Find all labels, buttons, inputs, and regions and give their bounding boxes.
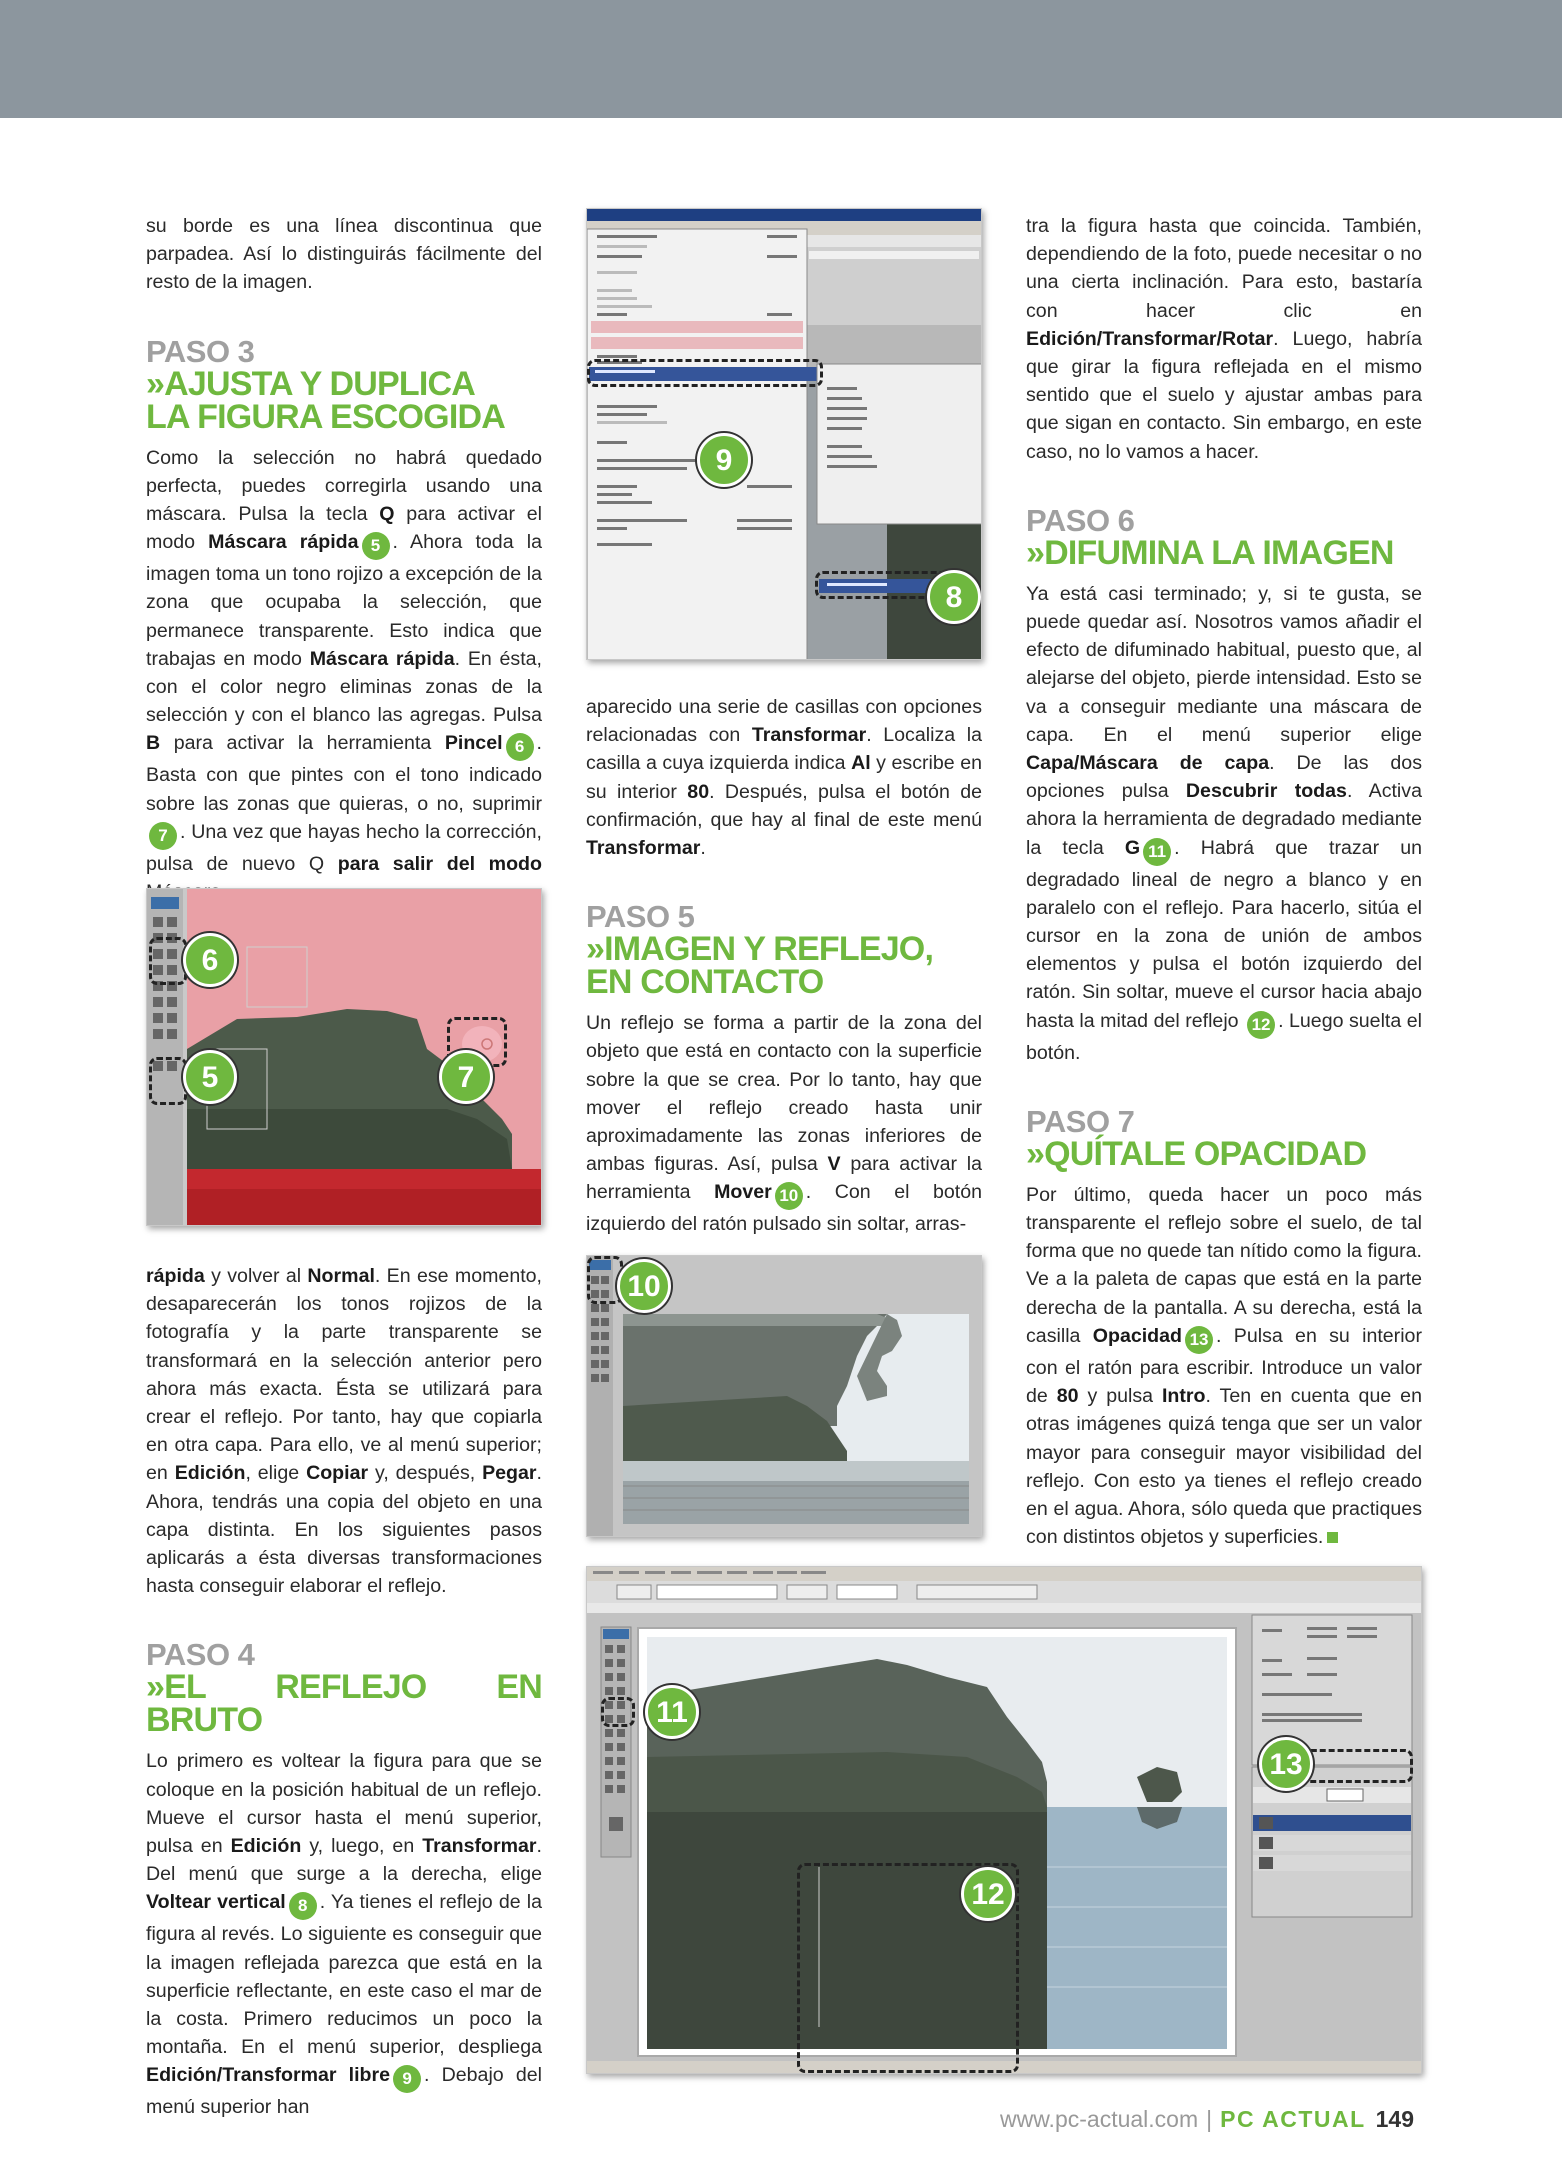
page-number: 149 [1375, 2106, 1415, 2132]
bold-term: V [827, 1153, 841, 1176]
bold-term: Transformar [422, 1835, 537, 1858]
bold-term: Opacidad [1092, 1324, 1183, 1347]
footer-url: www.pc-actual.com [1000, 2106, 1199, 2132]
callout-10-badge: 10 [617, 1259, 671, 1313]
bold-term: Pegar [482, 1462, 537, 1485]
text-run: tra la figura hasta que coincida. También, dependiendo de la foto, puede necesitar o no una cierta inclinación. Para esto, bastaría con hacer clic en [1026, 215, 1422, 322]
text-run: Q [308, 852, 325, 875]
step-7-title: »QUÍTALE OPACIDAD [1026, 1134, 1367, 1173]
callout-12-badge: 12 [961, 1867, 1015, 1921]
bold-term: Máscara rápida [309, 647, 455, 670]
step-3-section [146, 335, 542, 907]
footer-separator: | [1206, 2106, 1213, 2132]
text-run: y, luego, en [301, 1835, 423, 1858]
callout-13-badge: 13 [1259, 1737, 1313, 1791]
callout-9-badge: 9 [697, 433, 751, 487]
text-run: . Luego, habría que girar la figura reflejada en el mismo sentido que el suelo y ajustar ambas para que sigan en contacto. Sin embargo, en este caso, no lo vamos a hacer. [1026, 327, 1422, 463]
text-run: . En ésta, con el color negro eliminas zonas de la selección y con el blanco las agregas. Pulsa [146, 647, 542, 727]
bold-term: Edición [230, 1835, 302, 1858]
callout-11-badge: 11 [645, 1685, 699, 1739]
figure-quick-mask [146, 888, 542, 1226]
figure-edit-menu [586, 208, 982, 660]
bold-term: B [146, 732, 161, 755]
text-run: para activar la herramienta [586, 1153, 982, 1204]
text-run: y pulsa [1078, 1385, 1162, 1408]
text-run: Por último, queda hacer un poco más transparente el reflejo sobre el suelo, de tal forma que no quede tan nítido como la figura. Ve a la paleta de capas que está en la parte derecha de la pantalla. A su derecha, está la casilla [1026, 1183, 1422, 1347]
step-3-continuation [146, 1262, 542, 1600]
text-run: . Basta con que pintes con el tono indicado sobre las zonas que quieras, o no, suprimir [146, 732, 542, 815]
intro-paragraph: su borde es una línea discontinua que parpadea. Así lo distinguirás fácilmente del resto de la imagen. [146, 215, 542, 294]
text-run: . Luego suelta el botón. [1026, 1009, 1422, 1064]
step-3-body [146, 444, 542, 907]
step-5-continuation [1026, 212, 1422, 466]
figure-final-result [586, 1566, 1422, 2074]
inline-step-badge: 11 [1143, 838, 1171, 866]
bold-term: Al [851, 752, 871, 775]
bold-term: Intro [1161, 1385, 1206, 1408]
bold-term: G [1124, 836, 1141, 859]
bold-term: Capa/Máscara de capa [1026, 752, 1270, 775]
bold-term: Pincel [444, 732, 503, 755]
text-run: . Pulsa en su interior con el ratón para escribir. Introduce un valor de [1026, 1324, 1422, 1408]
step-4-body [146, 1747, 542, 2121]
bold-term: para salir del modo [324, 852, 542, 875]
step-6-title: »DIFUMINA LA IMAGEN [1026, 533, 1394, 572]
text-run: para activar la herramienta [160, 732, 445, 755]
callout-5-highlight [149, 1057, 187, 1105]
text-run: . [700, 837, 706, 860]
text-run: . En ese momento, desaparecerán los tonos rojizos de la fotografía y la parte transparente se transformará en la selección anterior pero ahora más exacta. Ésta se utilizará para crear el reflejo. Por tanto, hay que copiarla en otra capa. Para ello, ve al menú superior; en [146, 1265, 542, 1485]
text-run: . Activa ahora la herramienta de degradado mediante la tecla [1026, 780, 1422, 859]
step-7-number: PASO 7 [1026, 1103, 1135, 1139]
bold-term: Voltear vertical [146, 1891, 286, 1914]
text-run: Como la selección no habrá quedado perfecta, puedes corregirla usando una máscara. Pulsa la tecla [146, 446, 542, 526]
callout-7-badge: 7 [439, 1050, 493, 1104]
page-footer [1000, 2104, 1414, 2134]
text-run: . Con el botón izquierdo del ratón pulsado sin soltar, arras- [586, 1181, 982, 1236]
figure-move-reflection [586, 1255, 982, 1537]
bold-term: Mover [714, 1181, 772, 1204]
bold-term: Máscara rápida [208, 531, 359, 554]
step-5-body [586, 1009, 982, 1238]
callout-8-badge: 8 [927, 570, 981, 624]
bold-term: Edición/Transformar/Rotar [1026, 327, 1274, 350]
step-7-body [1026, 1181, 1422, 1551]
inline-step-badge: 12 [1247, 1011, 1275, 1039]
bold-term: Transformar [751, 724, 867, 747]
callout-6-highlight [149, 937, 187, 985]
text-run: . Una vez que hayas hecho la corrección, pulsa de nuevo [146, 820, 542, 875]
callout-11-highlight [601, 1697, 635, 1727]
callout-9-highlight [587, 359, 823, 387]
text-run: . Localiza la casilla a cuya izquierda indica [586, 724, 982, 775]
text-run: . Ya tienes el reflejo de la figura al revés. Lo siguiente es conseguir que la imagen reflejada parezca que está en la superficie reflectante, en este caso el mar de la costa. Primero reducimos un poco la montaña. En el menú superior, despliega [146, 1891, 542, 2059]
text-run: Lo primero es voltear la figura para que se coloque en la posición habitual de un reflejo. Mueve el cursor hasta el menú superior, pulsa en [146, 1750, 542, 1858]
footer-magazine-name: PC ACTUAL [1220, 2106, 1366, 2132]
step-4-continuation [586, 693, 982, 862]
step-6-number: PASO 6 [1026, 502, 1135, 538]
callout-6-badge: 6 [183, 933, 237, 987]
step-6-section [1026, 504, 1422, 1067]
step-3-number: PASO 3 [146, 333, 255, 369]
bold-term: Transformar [586, 837, 701, 860]
step-5-title-line-2: EN CONTACTO [586, 963, 824, 1002]
text-run: Ya está casi terminado; y, si te gusta, se puede quedar así. Nosotros vamos añadir el efecto de difuminado habitual, puesto que, al alejarse del objeto, pierde intensidad. Esto se va a conseguir mediante una máscara de capa. En el menú superior elige [1026, 582, 1422, 746]
text-run: y escribe en su interior [586, 752, 982, 803]
text-run: Un reflejo se forma a partir de la zona del objeto que está en contacto con la superficie sobre la que se crea. Por lo tanto, hay que mover el reflejo creado hasta unir aproximadamente las zonas inferiores de ambas figuras. Así, pulsa [586, 1012, 982, 1176]
inline-step-badge: 13 [1185, 1326, 1213, 1354]
text-run: y, después, [368, 1462, 483, 1485]
callout-5-badge: 5 [183, 1050, 237, 1104]
step-4-number: PASO 4 [146, 1637, 255, 1673]
column-3-text [1026, 212, 1422, 1551]
text-run: . De las dos opciones pulsa [1026, 752, 1422, 803]
end-of-article-mark [1327, 1532, 1338, 1543]
step-6-body [1026, 580, 1422, 1067]
bold-term: 80 [1056, 1385, 1079, 1408]
bold-term: 80 [687, 780, 710, 803]
bold-term: Descubrir todas [1185, 780, 1347, 803]
bold-term: Q [379, 503, 395, 526]
column-1-top [146, 212, 542, 906]
text-run: . Ten en cuenta que en otras imágenes quizá tenga que ser un valor mayor para conseguir mayor visibilidad del reflejo. Con esto ya tienes el reflejo creado en el agua. Ahora, sólo queda que practiques con distintos objetos y superficies. [1026, 1385, 1422, 1549]
inline-step-badge: 8 [289, 1892, 317, 1920]
inline-step-badge: 9 [393, 2065, 421, 2093]
text-run: . Habrá que trazar un degradado lineal de negro a blanco y en paralelo con el reflejo. Para hacerlo, sitúa el cursor en la zona de unión de ambos elementos y pulsa el botón izquierdo del ratón. Sin soltar, mueve el cursor hacia abajo hasta la mitad del reflejo [1026, 836, 1423, 1032]
inline-step-badge: 7 [149, 822, 177, 850]
top-color-band [0, 0, 1562, 118]
step-3-title [146, 364, 542, 436]
inline-step-badge: 5 [362, 532, 390, 560]
column-1-bottom [146, 1262, 542, 2122]
text-run: aparecido una serie de casillas con opciones relacionadas con [586, 696, 982, 747]
text-run: . Del menú que surge a la derecha, elige [146, 1835, 542, 1886]
inline-step-badge: 10 [775, 1182, 803, 1210]
text-run: . Debajo del menú superior han [146, 2064, 542, 2119]
bold-term: Normal [307, 1265, 375, 1287]
step-4-section [146, 1638, 542, 2121]
column-2-text [586, 693, 982, 1239]
step-5-title-line-1: »IMAGEN Y REFLEJO, [586, 930, 934, 969]
inline-step-badge: 6 [506, 733, 534, 761]
text-run: y volver al [204, 1265, 308, 1287]
bold-term: Copiar [306, 1462, 369, 1485]
text-run: para activar el modo [146, 503, 542, 554]
text-run: . Ahora toda la imagen toma un tono rojizo a excepción de la zona que ocupaba la selección, que permanece transparente. Esto indica que trabajas en modo [146, 531, 542, 670]
step-3-title-line-2: LA FIGURA ESCOGIDA [146, 397, 505, 436]
step-7-section [1026, 1105, 1422, 1551]
text-run: , elige [245, 1462, 307, 1485]
bold-term: Edición/Transformar libre [146, 2064, 391, 2087]
step-3-title-line-1: »AJUSTA Y DUPLICA [146, 364, 475, 403]
text-run: . Ahora, tendrás una copia del objeto en una capa distinta. En los siguientes pasos aplicarás a ésta diversas transformaciones hasta conseguir elaborar el reflejo. [146, 1462, 542, 1598]
bold-term: Edición [174, 1462, 246, 1485]
step-5-section [586, 900, 982, 1238]
bold-term: rápida [146, 1265, 205, 1287]
step-5-title [586, 930, 982, 1002]
text-run: . Después, pulsa el botón de confirmación, que hay al final de este menú [586, 780, 982, 831]
step-5-number: PASO 5 [586, 899, 695, 935]
step-4-title: »EL REFLEJO EN BRUTO [146, 1668, 542, 1740]
